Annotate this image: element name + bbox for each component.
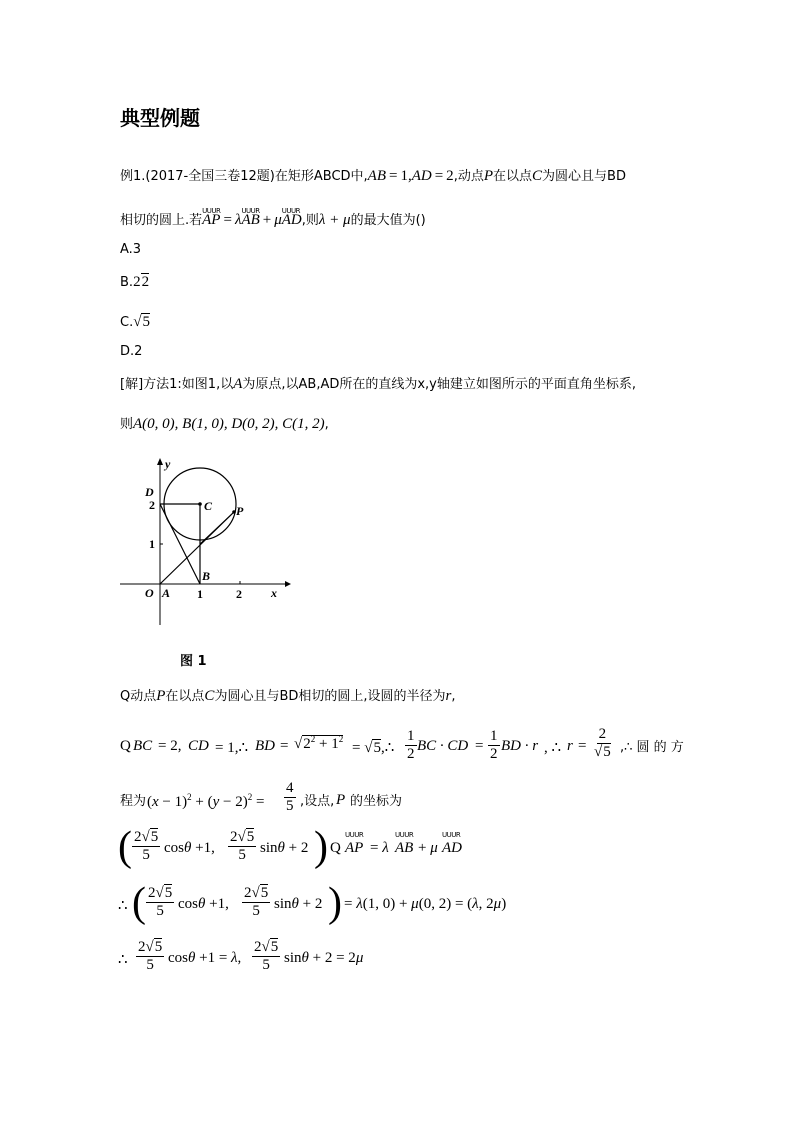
problem-intro: 例1.(2017-全国三卷12题)在矩形ABCD中, — [120, 169, 368, 184]
option-c-label: C. — [120, 315, 134, 330]
problem-line2c: 的最大值为() — [350, 213, 426, 228]
figure-1 — [115, 455, 295, 635]
tick-label-y2: 2 — [149, 498, 155, 512]
point-c: C — [532, 168, 543, 184]
eq-part: = 1, — [386, 168, 412, 184]
point-c-dot — [198, 502, 202, 506]
sol-l3-r: r — [445, 688, 452, 704]
sol-coords: A(0, 0), B(1, 0), D(0, 2), C(1, 2) — [133, 416, 325, 432]
vector-ad: UUUR AD — [282, 212, 302, 228]
solution-line-4: Q BC = 2, CD = 1,∴ BD = $√2^2 + 1^2$ = √5,∴ $\frac{1}{2}$ BC · CD = $\frac{1}{2}$ BD · r , ∴ r = $\frac{2}{√5}$ ,∴ 圆 的 方 — [120, 726, 684, 762]
sol-l2b: , — [324, 417, 329, 432]
sol-l1-a: A — [233, 376, 243, 392]
solution-line-2 — [120, 416, 329, 433]
lambda-plus-mu: λ + μ — [318, 212, 351, 228]
option-a-value: 3 — [132, 242, 142, 257]
problem-line2b: ,则 — [301, 213, 319, 228]
problem-condition: AB — [367, 168, 386, 184]
problem-cont3: 为圆心且与BD — [542, 169, 626, 184]
option-b-label: B. — [120, 275, 134, 290]
label-o: O — [145, 586, 154, 600]
segment-helper — [200, 512, 234, 544]
eq-sign: = — [220, 212, 235, 228]
solution-line-3 — [120, 688, 455, 705]
figure-caption: 图 1 — [180, 654, 207, 669]
point-p: P — [483, 168, 493, 184]
tick-label-y1: 1 — [149, 537, 155, 551]
label-x: x — [271, 586, 277, 600]
label-p: P — [236, 504, 244, 518]
option-b: B.22 — [120, 274, 150, 290]
sol-l3-c: C — [204, 688, 215, 704]
eq-part2: = 2 — [431, 168, 454, 184]
sol-l1b: 为原点,以AB,AD所在的直线为x,y轴建立如图所示的平面直角坐标系, — [242, 377, 637, 392]
sol-l3c: 为圆心且与BD相切的圆上,设圆的半径为 — [214, 689, 446, 704]
sol-l5b: ,设点, — [300, 794, 335, 809]
option-d-label: D. — [120, 344, 135, 359]
sol-l1a: [解]方法1:如图1,以 — [120, 377, 234, 392]
sol-l3d: , — [451, 689, 456, 704]
x-arrow — [285, 581, 291, 587]
tick-label-x2: 2 — [236, 587, 242, 601]
label-b: B — [202, 569, 211, 583]
label-y: y — [165, 457, 171, 471]
sol-l3-p: P — [156, 688, 166, 704]
vector-ap: UUUR AP — [202, 212, 220, 228]
problem-line-1 — [120, 168, 626, 185]
sol-l5-p: P — [336, 792, 346, 808]
sol-l5c: 的坐标为 — [350, 794, 403, 809]
option-d — [120, 344, 142, 360]
solution-line-6: ( $\frac{2√5}{5}$ cosθ +1, $\frac{2√5}{5}$ sinθ + 2 ) Q UUUR AP = λ UUUR AB + μ UUUR AD — [118, 826, 678, 876]
sol-l3a: Q动点 — [120, 689, 157, 704]
ad: AD — [411, 168, 432, 184]
solution-line-1 — [120, 376, 636, 393]
sol-l5a: 程为 — [120, 794, 147, 809]
label-c: C — [204, 499, 213, 513]
solution-line-5: 程为 $(x - 1)^2 + (y - 2)^2$ = $\frac{4}{5}$ ,设点, P 的坐标为 — [120, 780, 403, 814]
option-d-value: 2 — [134, 344, 143, 359]
label-a: A — [162, 586, 171, 600]
sol-l2a: 则 — [120, 417, 134, 432]
option-a — [120, 242, 141, 258]
label-d: D — [145, 485, 154, 499]
solution-line-8: ∴ $\frac{2√5}{5}$ cosθ +1 = λ, $\frac{2√5}{5}$ sinθ + 2 = 2μ — [118, 939, 364, 973]
y-arrow — [157, 458, 163, 465]
solution-line-7: ∴ ( $\frac{2√5}{5}$ cosθ +1, $\frac{2√5}{5}$ sinθ + 2 ) = λ(1, 0) + μ(0, 2) = (λ, 2μ) — [118, 880, 507, 926]
option-a-label: A. — [120, 242, 133, 257]
problem-line2a: 相切的圆上.若 — [120, 213, 203, 228]
tick-label-x1: 1 — [197, 587, 203, 601]
problem-line-2: 相切的圆上.若UUUR AP = λUUUR AB + μUUUR AD,则λ + μ的最大值为() — [120, 212, 426, 229]
section-heading: 典型例题 — [120, 106, 200, 130]
problem-cont: ,动点 — [453, 169, 484, 184]
vector-ab: UUUR AB — [241, 212, 259, 228]
sol-l3b: 在以点 — [165, 689, 205, 704]
problem-cont2: 在以点 — [493, 169, 533, 184]
segment-bd — [160, 504, 200, 584]
option-c: C.√5 — [120, 314, 150, 330]
